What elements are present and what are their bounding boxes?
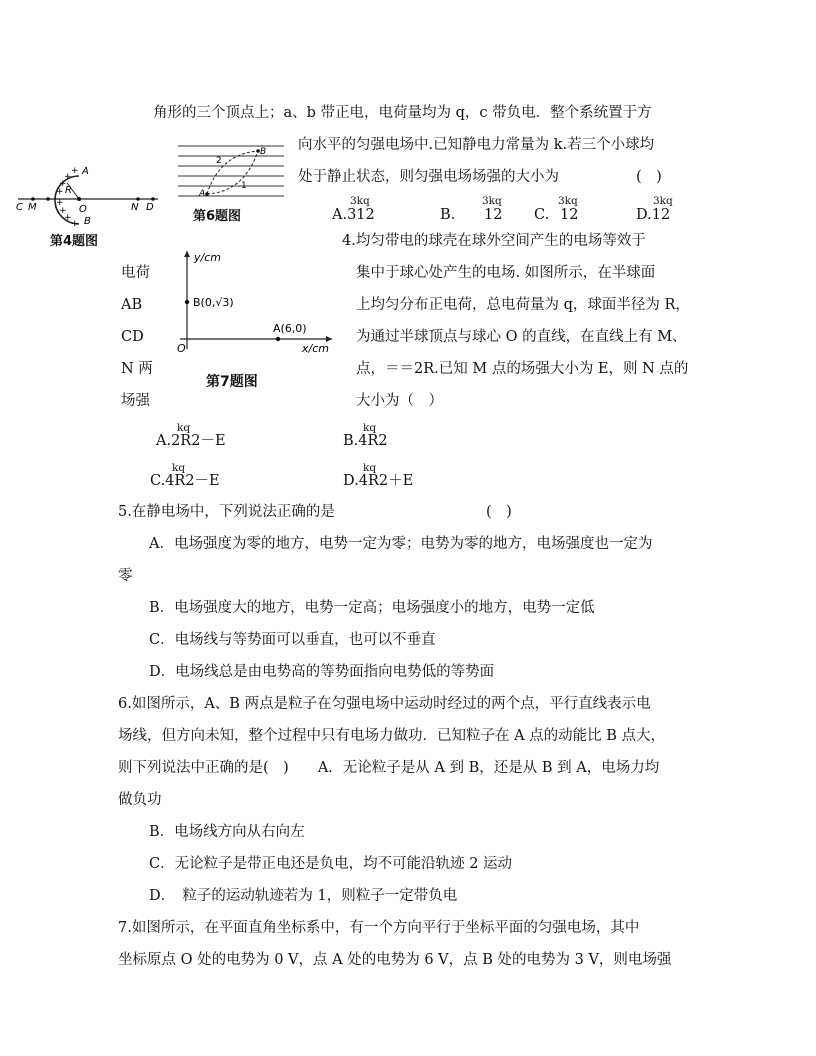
fig4-label-c: C	[16, 202, 23, 213]
fig7-x-axis-label: x/cm	[302, 342, 329, 355]
fig7-point-b	[185, 300, 189, 304]
fig7-origin-label: O	[177, 342, 186, 355]
fig4-label-a: A	[82, 166, 89, 177]
q3-option-a-numerator: 3kq	[350, 195, 370, 207]
q3-option-b-numerator: 3kq	[482, 195, 502, 207]
q4-line-6: 大小为（ ）	[356, 393, 443, 409]
q4-line-5: 点，＝＝2R.已知 M 点的场强大小为 E，则 N 点的	[356, 361, 689, 377]
q4-left-fragment: 电荷	[121, 265, 150, 281]
fig6-label-a: A	[199, 189, 206, 199]
q7-line-2: 坐标原点 O 处的电势为 0 V，点 A 处的电势为 6 V，点 B 处的电势为 3 V，则电场强	[118, 952, 672, 968]
figure-6-caption: 第6题图	[193, 209, 242, 224]
q3-option-a: A.312	[332, 207, 375, 223]
q5-option-c: C．电场线与等势面可以垂直，也可以不垂直	[149, 632, 436, 648]
fig4-label-r: R	[65, 185, 72, 196]
fig4-plus-sign: +	[59, 206, 67, 216]
fig4-plus-sign: +	[59, 179, 67, 189]
q4-left-fragment: AB	[121, 297, 143, 313]
fig4-center-dot	[77, 197, 81, 201]
q3-option-d: D.12	[636, 207, 671, 223]
q5-option-d: D．电场线总是由电势高的等势面指向电势低的等势面	[149, 664, 495, 680]
fig4-plus-sign: +	[56, 198, 64, 208]
fig7-y-axis-label: y/cm	[194, 251, 221, 264]
fig4-label-n: N	[131, 202, 139, 213]
fig4-plus-sign: +	[64, 172, 72, 182]
fig4-label-m: M	[28, 202, 37, 213]
fig4-label-b: B	[84, 216, 91, 227]
q6-line-4: 做负功	[118, 792, 162, 808]
q3-option-c: C.	[534, 207, 550, 223]
fig7-point-b-label: B(0,√3)	[193, 296, 234, 309]
figure-4-hemisphere-diagram	[10, 155, 160, 229]
fig7-point-a	[276, 337, 280, 341]
q3-line-2: 向水平的匀强电场中.已知静电力常量为 k.若三个小球均	[298, 137, 655, 153]
figure-6-field-lines-diagram	[178, 140, 288, 200]
fig6-point-a	[205, 192, 209, 196]
q6-line-2: 场线，但方向未知，整个过程中只有电场力做功．已知粒子在 A 点的动能比 B 点大，	[118, 728, 666, 744]
figure-7-caption: 第7题图	[206, 374, 258, 390]
q5-option-a: A．电场强度为零的地方，电势一定为零；电势为零的地方，电场强度也一定为	[149, 536, 653, 552]
q3-option-c-denominator: 12	[560, 207, 579, 223]
q4-line-3: 上均匀分布正电荷，总电荷量为 q，球面半径为 R，	[356, 297, 690, 313]
fig6-label-track-2: 2	[216, 156, 222, 166]
fig4-label-d: D	[146, 202, 154, 213]
q3-option-b: B.	[440, 207, 456, 223]
q3-option-b-denominator: 12	[484, 207, 503, 223]
q4-line-1: 4.均匀带电的球壳在球外空间产生的电场等效于	[342, 233, 646, 249]
fig4-label-o: O	[79, 204, 87, 215]
q3-answer-paren: ( )	[636, 169, 662, 185]
q6-option-b: B．电场线方向从右向左	[149, 824, 305, 840]
fig4-plus-sign: +	[71, 219, 79, 229]
fig4-plus-sign: +	[64, 213, 72, 223]
fig4-plus-sign: +	[71, 166, 79, 176]
q3-line-3: 处于静止状态，则匀强电场场强的大小为	[298, 169, 559, 185]
q4-option-a-numerator: kq	[177, 422, 191, 434]
q4-left-fragment: CD	[121, 329, 144, 345]
fig7-point-a-label: A(6,0)	[273, 322, 307, 335]
figure-4-caption: 第4题图	[50, 234, 99, 249]
q4-option-d: D.4R2＋E	[343, 473, 414, 489]
q6-option-d: D． 粒子的运动轨迹若为 1，则粒子一定带负电	[149, 888, 458, 904]
q3-option-c-numerator: 3kq	[558, 195, 578, 207]
figure-7-coordinate-diagram	[170, 245, 340, 370]
q5-stem: 5.在静电场中，下列说法正确的是	[118, 504, 335, 520]
q6-line-3: 则下列说法中正确的是( ) A．无论粒子是从 A 到 B，还是从 B 到 A，电场力均	[118, 760, 660, 776]
fig6-trajectory-2	[207, 151, 258, 194]
fig4-plus-sign: +	[56, 187, 64, 197]
q6-line-1: 6.如图所示，A、B 两点是粒子在匀强电场中运动时经过的两个点，平行直线表示电	[118, 696, 651, 712]
q4-option-c: C.4R2－E	[150, 473, 220, 489]
q7-line-1: 7.如图所示，在平面直角坐标系中，有一个方向平行于坐标平面的匀强电场，其中	[118, 920, 640, 936]
fig6-label-b: B	[260, 147, 267, 157]
q4-line-2: 集中于球心处产生的电场. 如图所示，在半球面	[356, 265, 656, 281]
fig6-label-track-1: 1	[241, 181, 247, 191]
q4-option-d-numerator: kq	[363, 462, 377, 474]
fig6-trajectory-1	[207, 151, 258, 194]
q4-option-c-numerator: kq	[172, 462, 186, 474]
q6-option-c: C．无论粒子是带正电还是负电，均不可能沿轨迹 2 运动	[149, 856, 513, 872]
q5-answer-paren: ( )	[486, 504, 512, 520]
q3-option-d-numerator: 3kq	[653, 195, 673, 207]
q4-line-4: 为通过半球顶点与球心 O 的直线，在直线上有 M、	[356, 329, 687, 345]
fig4-c-dot	[31, 197, 35, 201]
q4-left-fragment: N 两	[121, 361, 153, 377]
q4-option-b-numerator: kq	[363, 422, 377, 434]
q5-option-a-continued: 零	[118, 568, 133, 584]
q4-left-fragment: 场强	[121, 393, 150, 409]
q4-option-b: B.4R2	[343, 433, 388, 449]
fig4-m-dot	[46, 197, 50, 201]
q5-option-b: B．电场强度大的地方，电势一定高；电场强度小的地方，电势一定低	[149, 600, 595, 616]
fig4-n-dot	[136, 197, 140, 201]
q3-line-1: 角形的三个顶点上；a、b 带正电，电荷量均为 q，c 带负电．整个系统置于方	[153, 105, 652, 121]
q4-option-a: A.2R2－E	[156, 433, 226, 449]
fig4-d-dot	[151, 197, 155, 201]
fig7-y-axis-arrow	[184, 251, 190, 257]
